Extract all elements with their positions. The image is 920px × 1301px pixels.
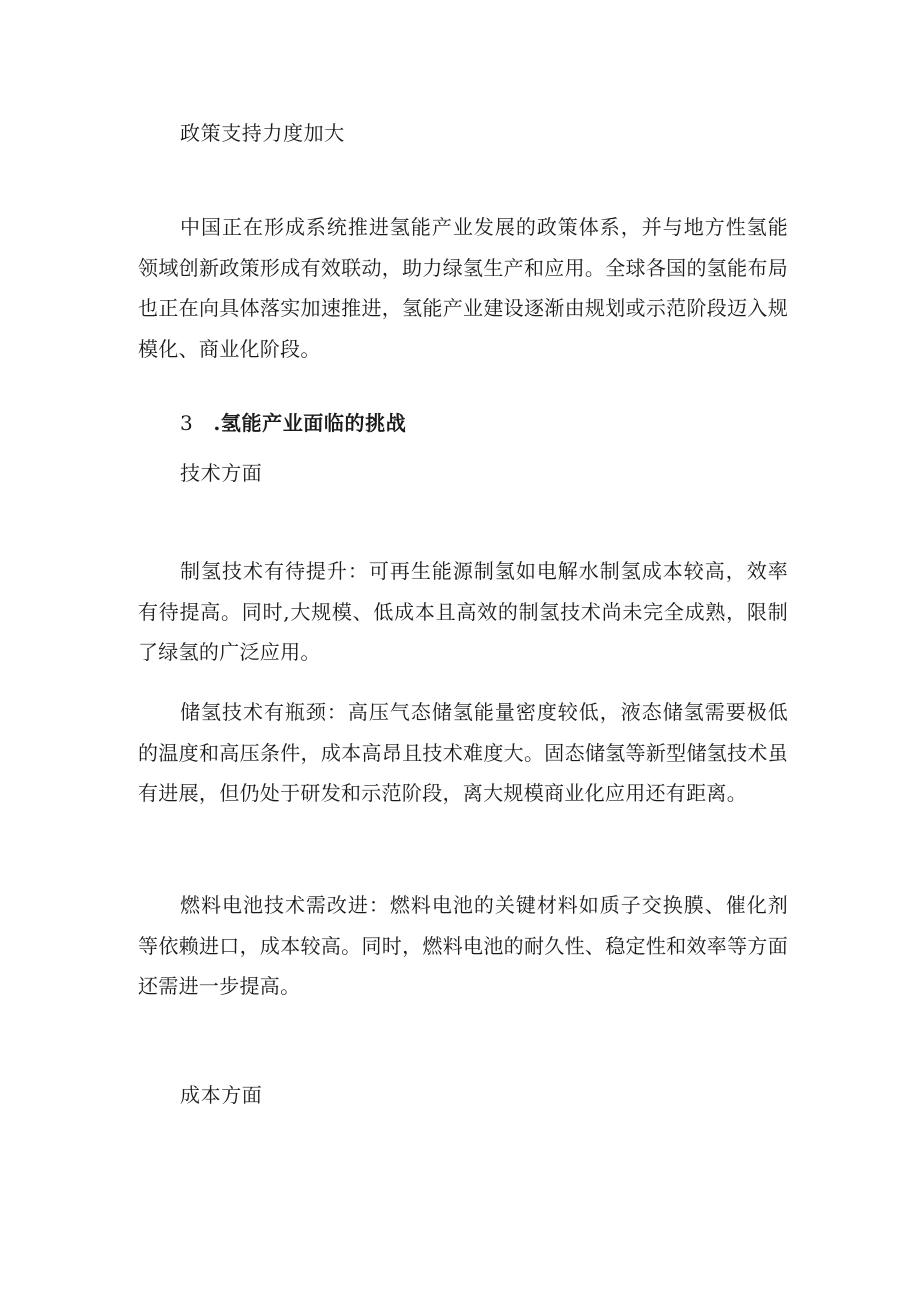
paragraph-hydrogen-storage: 储氢技术有瓶颈：高压气态储氢能量密度较低，液态储氢需要极低的温度和高压条件，成本高昂且技术难度大。固态储氢等新型储氢技术虽有进展，但仍处于研发和示范阶段，离大规模商业化应用还有距离。	[138, 700, 788, 805]
heading-cost: 成本方面	[180, 1083, 263, 1107]
paragraph-fuel-cell: 燃料电池技术需改进：燃料电池的关键材料如质子交换膜、催化剂等依赖进口，成本较高。同时，燃料电池的耐久性、稳定性和效率等方面还需进一步提高。	[138, 893, 788, 998]
heading-technology: 技术方面	[180, 461, 263, 485]
section-heading-challenges	[180, 410, 406, 436]
paragraph-policy-system: 中国正在形成系统推进氢能产业发展的政策体系，并与地方性氢能领域创新政策形成有效联动，助力绿氢生产和应用。全球各国的氢能布局也正在向具体落实加速推进，氢能产业建设逐渐由规划或示范阶段迈入规模化、商业化阶段。	[138, 215, 788, 361]
heading-policy-support: 政策支持力度加大	[180, 121, 345, 145]
section-title: .氢能产业面临的挑战	[213, 411, 407, 435]
section-number: 3	[180, 411, 194, 435]
paragraph-hydrogen-production: 制氢技术有待提升：可再生能源制氢如电解水制氢成本较高，效率有待提高。同时,大规模、低成本且高效的制氢技术尚未完全成熟，限制了绿氢的广泛应用。	[138, 559, 788, 664]
